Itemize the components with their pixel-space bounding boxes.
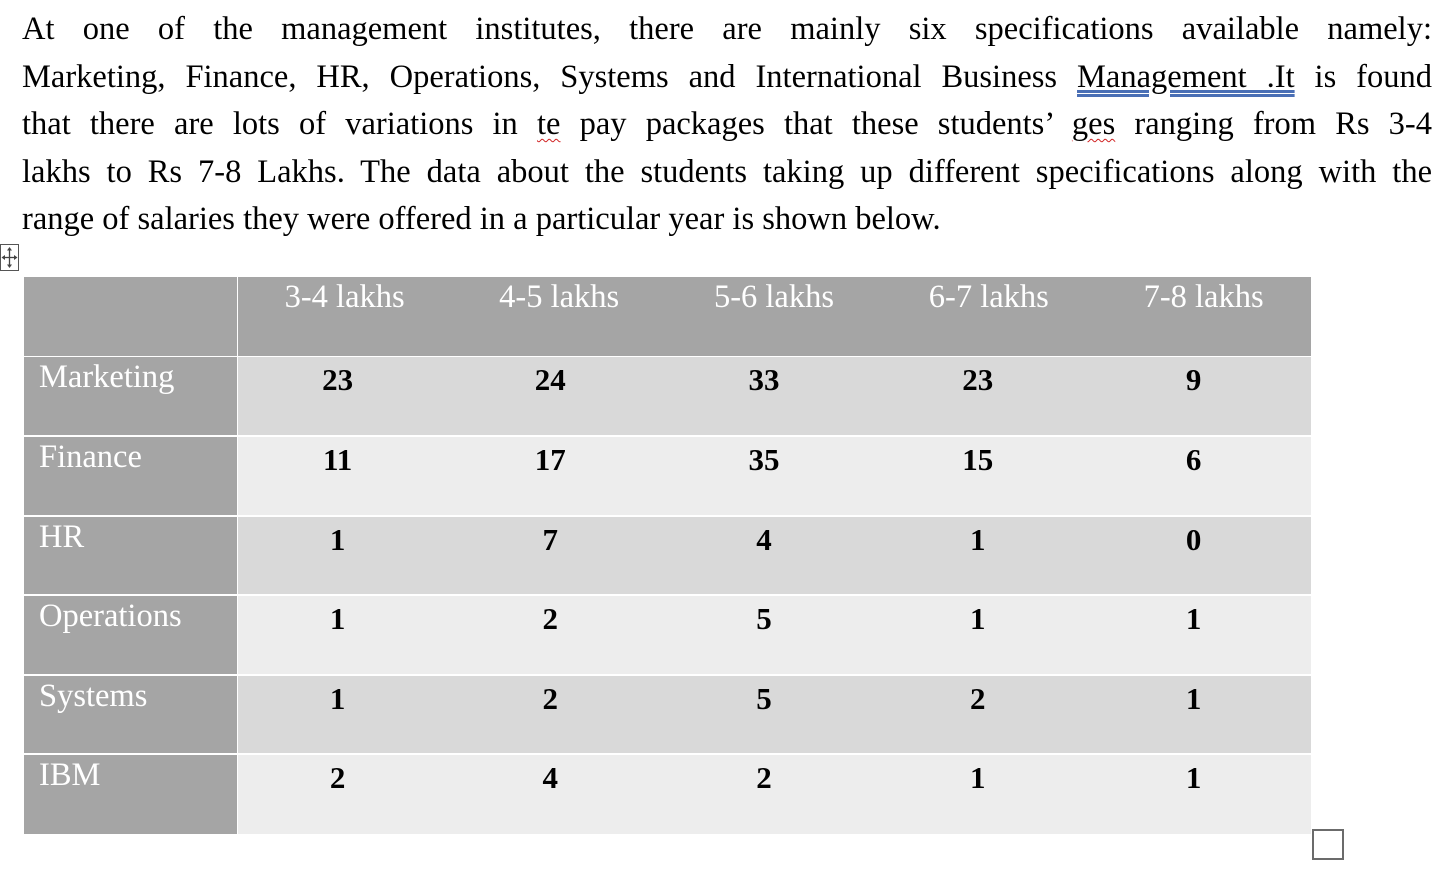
four-way-arrow-icon	[1, 245, 18, 270]
column-header: 4-5 lakhs	[452, 277, 667, 357]
table-row	[24, 595, 1311, 675]
column-header: 7-8 lakhs	[1096, 277, 1311, 357]
paragraph-line-4: lakhs to Rs 7-8 Lakhs. The data about the students taking up different specifications along with the	[22, 153, 1432, 190]
table-cell: 1	[881, 754, 1096, 834]
table-cell: 4	[452, 754, 667, 834]
table-cell: 2	[237, 754, 452, 834]
table-row	[24, 754, 1311, 834]
table-move-handle-icon[interactable]	[0, 244, 19, 271]
column-header: 6-7 lakhs	[881, 277, 1096, 357]
table-cell: 6	[1096, 436, 1311, 516]
paragraph-line-5: range of salaries they were offered in a particular year is shown below.	[22, 201, 941, 237]
row-header: Marketing	[24, 357, 237, 437]
table-cell: 2	[667, 754, 882, 834]
row-header: HR	[24, 516, 237, 596]
row-header: Finance	[24, 436, 237, 516]
table-cell: 15	[881, 436, 1096, 516]
table-row	[24, 675, 1311, 755]
table-row	[24, 516, 1311, 596]
table-cell: 2	[881, 675, 1096, 755]
row-header: Operations	[24, 595, 237, 675]
table-cell: 2	[452, 675, 667, 755]
table-cell: 1	[881, 595, 1096, 675]
table-cell: 5	[667, 675, 882, 755]
table-cell: 0	[1096, 516, 1311, 596]
table-cell: 17	[452, 436, 667, 516]
table-cell: 35	[667, 436, 882, 516]
table-cell: 24	[452, 357, 667, 437]
table-cell: 4	[667, 516, 882, 596]
paragraph-line-3-middle: pay packages that these students’	[560, 106, 1072, 142]
table-cell: 2	[452, 595, 667, 675]
table-cell: 11	[237, 436, 452, 516]
table-cell: 23	[237, 357, 452, 437]
table-cell: 1	[881, 516, 1096, 596]
table-cell: 5	[667, 595, 882, 675]
table-header-row	[24, 277, 1311, 357]
table-cell: 23	[881, 357, 1096, 437]
paragraph-line-3-start: that there are lots of variations in	[22, 106, 537, 142]
table-corner-cell	[24, 277, 237, 357]
table-cell: 33	[667, 357, 882, 437]
table-cell: 1	[1096, 754, 1311, 834]
row-header: IBM	[24, 754, 237, 834]
spelling-flag-ges[interactable]: ges	[1071, 106, 1116, 142]
table-cell: 1	[237, 595, 452, 675]
row-header: Systems	[24, 675, 237, 755]
table-cell: 1	[1096, 675, 1311, 755]
paragraph-line-2	[22, 54, 1432, 102]
table-resize-handle-icon[interactable]	[1312, 829, 1344, 860]
table-cell: 7	[452, 516, 667, 596]
paragraph-line-1: At one of the management institutes, there are mainly six specifications available namely:	[22, 11, 1432, 47]
spelling-flag-te[interactable]: te	[536, 106, 561, 142]
paragraph-line-3-end: ranging from Rs 3-4	[1115, 106, 1433, 142]
table-cell: 1	[237, 516, 452, 596]
salary-distribution-table	[24, 277, 1311, 834]
table-cell: 9	[1096, 357, 1311, 437]
table-row	[24, 436, 1311, 516]
paragraph-line-2-end: is found	[1294, 58, 1433, 95]
table-row	[24, 357, 1311, 437]
table-cell: 1	[237, 675, 452, 755]
table-cell: 1	[1096, 595, 1311, 675]
paragraph-line-2-start: Marketing, Finance, HR, Operations, Systems and International Business	[22, 58, 1078, 95]
column-header: 5-6 lakhs	[667, 277, 882, 357]
grammar-flag-management[interactable]: Management .It	[1077, 58, 1295, 95]
paragraph-line-3	[22, 101, 1432, 149]
column-header: 3-4 lakhs	[237, 277, 452, 357]
question-paragraph	[22, 6, 1432, 244]
